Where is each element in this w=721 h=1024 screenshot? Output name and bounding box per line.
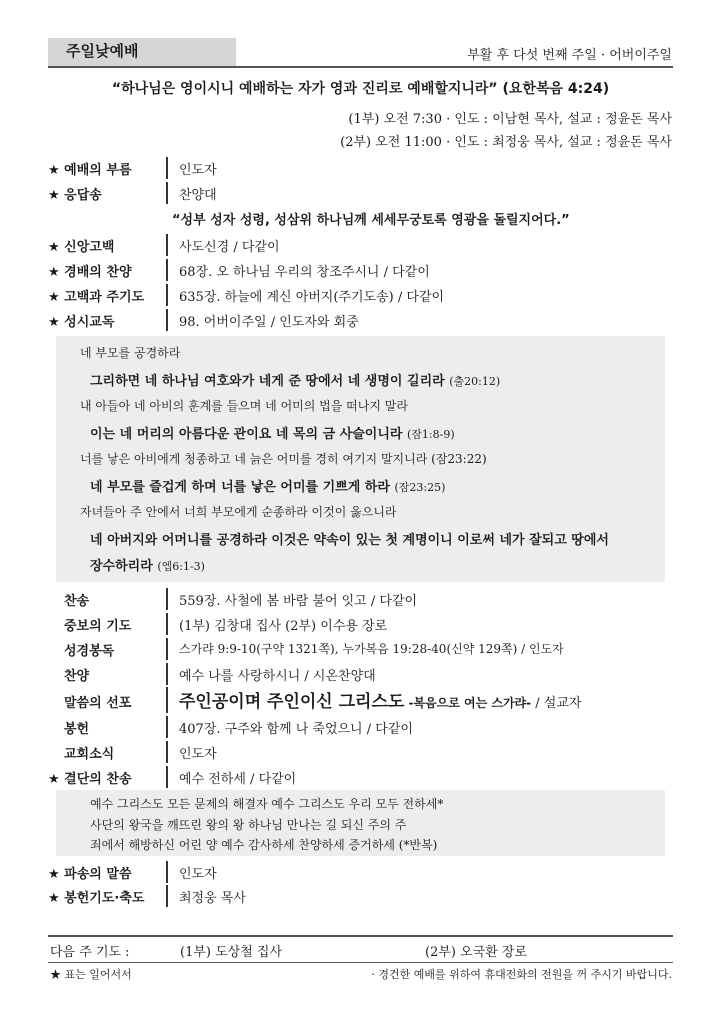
- footer-divider: [48, 935, 673, 937]
- reading-line: 이는 네 머리의 아름다운 관이요 네 목의 금 사슬이니라 (잠1:8-9): [90, 427, 455, 442]
- row-value: 98. 어버이주일 / 인도자와 회중: [179, 315, 359, 330]
- row-label: ★ 성시교독: [48, 315, 115, 330]
- next-week-prayer-1: (1부) 도상철 집사: [180, 945, 283, 960]
- row-value: 635장. 하늘에 계신 아버지(주기도송) / 다같이: [179, 290, 445, 305]
- row-value: 407장. 구주와 함께 나 죽었으니 / 다같이: [179, 722, 413, 737]
- row-divider: [166, 638, 168, 660]
- row-divider: [166, 861, 168, 883]
- row-value: 예수 전하세 / 다같이: [179, 772, 297, 787]
- row-divider: [166, 588, 168, 610]
- row-value: 예수 나를 사랑하시니 / 시온찬양대: [179, 669, 376, 684]
- responsive-reading-box: [56, 336, 665, 582]
- row-label: 찬양: [64, 669, 90, 684]
- reading-line: 너를 낳은 아비에게 청종하고 네 늙은 어미를 경히 여기지 말지니라 (잠23:22): [80, 452, 487, 466]
- phone-note: · 경건한 예배를 위하여 휴대전화의 전원을 꺼 주시기 바랍니다.: [371, 968, 672, 981]
- sermon-subtitle: -복음으로 여는 스가랴-: [408, 696, 532, 710]
- row-label: 교회소식: [64, 747, 115, 762]
- row-label: ★ 고백과 주기도: [48, 290, 145, 305]
- standing-note: ★ 표는 일어서서: [50, 968, 132, 981]
- response-text: “성부 성자 성령, 성삼위 하나님께 세세무궁토록 영광을 돌릴지어다.”: [172, 213, 570, 228]
- row-divider: [166, 157, 168, 179]
- row-value: 스가랴 9:9-10(구약 1321쪽), 누가복음 19:28-40(신약 129쪽) / 인도자: [179, 642, 564, 656]
- reading-line: 그리하면 네 하나님 여호와가 네게 준 땅에서 네 생명이 길리라 (출20:12): [90, 374, 501, 389]
- next-week-prayer-2: (2부) 오국환 장로: [425, 945, 528, 960]
- row-label: ★ 예배의 부름: [48, 163, 132, 178]
- reading-line: 장수하리라 (엡6:1-3): [90, 559, 205, 574]
- row-divider: [166, 716, 168, 738]
- row-divider: [166, 234, 168, 256]
- row-value: [179, 687, 581, 712]
- row-divider: [166, 182, 168, 204]
- reading-line: 네 아버지와 어머니를 공경하라 이것은 약속이 있는 첫 계명이니 이로써 네가 잘되고 땅에서: [90, 533, 609, 548]
- row-divider: [166, 309, 168, 331]
- row-label: ★ 파송의 말씀: [48, 867, 132, 882]
- theme-verse: “하나님은 영이시니 예배하는 자가 영과 진리로 예배할지니라” (요한복음 4:24): [111, 81, 610, 97]
- sermon-title: 주인공이며 주인이신 그리스도: [179, 692, 405, 712]
- reading-line: 내 아들아 네 아비의 훈계를 들으며 네 어미의 법을 떠나지 말라: [80, 399, 408, 413]
- reading-line: 네 부모를 즐겁게 하며 너를 낳은 어미를 기쁘게 하라 (잠23:25): [90, 480, 446, 495]
- lyric-line: 죄에서 해방하신 어린 양 예수 감사하세 찬양하세 증거하세 (*반복): [90, 838, 438, 852]
- row-value: 사도신경 / 다같이: [179, 240, 280, 255]
- next-week-prayer-label: 다음 주 기도 :: [50, 945, 130, 960]
- row-label: 말씀의 선포: [64, 696, 132, 711]
- row-label: ★ 결단의 찬송: [48, 772, 132, 787]
- row-value: 559장. 사철에 봄 바람 불어 잇고 / 다같이: [179, 594, 418, 609]
- row-divider: [166, 663, 168, 685]
- sunday-subtitle: 부활 후 다섯 번째 주일 · 어버이주일: [467, 48, 672, 63]
- sermon-by: / 설교자: [535, 696, 582, 711]
- row-label: ★ 응답송: [48, 188, 102, 203]
- row-value: (1부) 김창대 집사 (2부) 이수용 장로: [179, 619, 388, 634]
- service-2: (2부) 오전 11:00 · 인도 : 최정웅 목사, 설교 : 정윤돈 목사: [340, 135, 672, 150]
- row-label: ★ 신앙고백: [48, 240, 115, 255]
- service-1: (1부) 오전 7:30 · 인도 : 이남현 목사, 설교 : 정윤돈 목사: [348, 112, 672, 127]
- reading-line: 네 부모를 공경하라: [80, 346, 181, 360]
- row-divider: [166, 687, 168, 713]
- hymn-lyrics-box: [56, 790, 665, 856]
- row-label: 봉헌: [64, 722, 90, 737]
- row-divider: [166, 284, 168, 306]
- row-label: 성경봉독: [64, 644, 115, 659]
- row-value: 최정웅 목사: [179, 891, 246, 906]
- row-value: 인도자: [179, 163, 217, 178]
- section-title: 주일낮예배: [66, 42, 139, 60]
- row-label: 찬송: [64, 594, 90, 609]
- row-value: 찬양대: [179, 188, 217, 203]
- row-label: ★ 봉헌기도·축도: [48, 891, 145, 906]
- row-divider: [166, 613, 168, 635]
- row-divider: [166, 259, 168, 281]
- row-value: 인도자: [179, 747, 217, 762]
- row-divider: [166, 766, 168, 788]
- row-label: ★ 경배의 찬양: [48, 265, 132, 280]
- row-value: 68장. 오 하나님 우리의 창조주시니 / 다같이: [179, 265, 430, 280]
- row-divider: [166, 741, 168, 763]
- header-divider: [48, 66, 673, 68]
- footer-divider: [48, 962, 673, 963]
- row-divider: [166, 885, 168, 907]
- row-value: 인도자: [179, 867, 217, 882]
- reading-line: 자녀들아 주 안에서 너희 부모에게 순종하라 이것이 옳으니라: [80, 505, 397, 519]
- lyric-line: 예수 그리스도 모든 문제의 해결자 예수 그리스도 우리 모두 전하세*: [90, 797, 444, 811]
- lyric-line: 사단의 왕국을 깨뜨린 왕의 왕 하나님 만나는 길 되신 주의 주: [90, 818, 407, 832]
- row-label: 중보의 기도: [64, 619, 132, 634]
